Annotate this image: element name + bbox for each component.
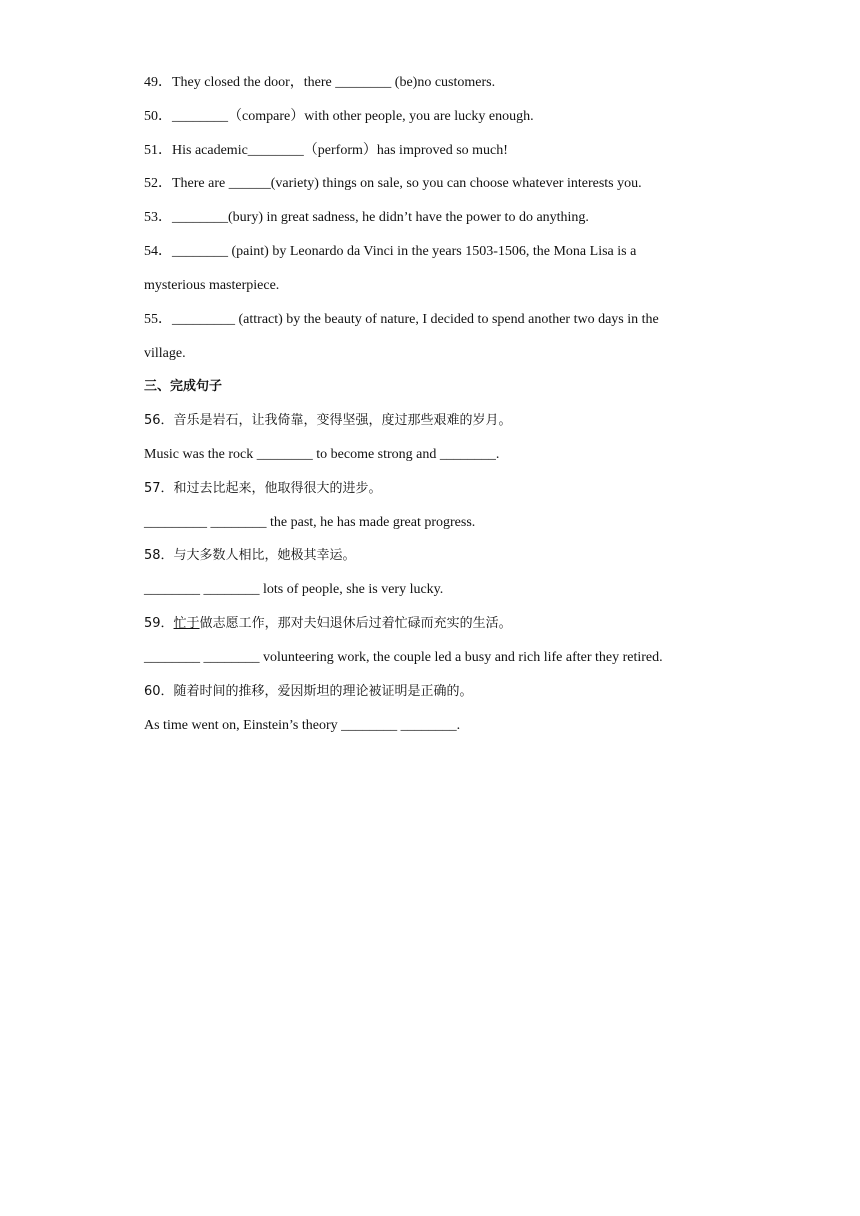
question-text: There are ______(variety) things on sale, so you can choose whatever interests you.: [172, 176, 642, 191]
question-59-english: ________ ________ volunteering work, the couple led a busy and rich life after they retired.: [144, 650, 663, 665]
question-text: ________（compare）with other people, you are lucky enough.: [172, 109, 534, 124]
question-56-english: Music was the rock ________ to become strong and ________.: [144, 447, 500, 462]
question-57-english: _________ ________ the past, he has made great progress.: [144, 515, 476, 530]
chinese-sentence: 随着时间的推移，爱因斯坦的理论被证明是正确的。: [173, 684, 473, 699]
question-text: ________ (paint) by Leonardo da Vinci in the years 1503-1506, the Mona Lisa is a: [172, 244, 637, 259]
question-number: 53．: [144, 210, 172, 225]
question-54-continuation: mysterious masterpiece.: [144, 278, 280, 293]
question-57-chinese: [144, 480, 724, 498]
question-52: [144, 175, 724, 193]
question-number: 59．: [144, 616, 174, 631]
question-51: [144, 142, 724, 160]
question-59-chinese: [144, 615, 724, 633]
question-53: [144, 209, 724, 227]
question-55-continuation: village.: [144, 346, 186, 361]
chinese-sentence: 与大多数人相比，她极其幸运。: [173, 548, 356, 563]
question-58-chinese: [144, 547, 724, 565]
question-number: 56．: [144, 413, 174, 428]
question-50: [144, 108, 724, 126]
question-number: 50．: [144, 109, 172, 124]
question-text: His academic________（perform）has improved so much!: [172, 143, 508, 158]
question-number: 58．: [144, 548, 174, 563]
question-number: 60．: [144, 684, 174, 699]
question-60-english: As time went on, Einstein’s theory ________ ________.: [144, 718, 461, 733]
question-number: 52．: [144, 176, 172, 191]
chinese-sentence: 做志愿工作，那对夫妇退休后过着忙碌而充实的生活。: [199, 616, 512, 631]
question-56-chinese: [144, 412, 724, 430]
question-58-english: ________ ________ lots of people, she is very lucky.: [144, 582, 444, 597]
question-54: [144, 243, 724, 261]
question-text: ________(bury) in great sadness, he didn’t have the power to do anything.: [172, 210, 589, 225]
question-55: [144, 311, 724, 329]
chinese-sentence: 音乐是岩石，让我倚靠，变得坚强，度过那些艰难的岁月。: [173, 413, 512, 428]
question-number: 55．: [144, 312, 172, 327]
question-text: _________ (attract) by the beauty of nature, I decided to spend another two days in the: [172, 312, 659, 327]
underlined-phrase: 忙于: [173, 616, 200, 631]
question-49: [144, 74, 724, 92]
question-number: 51．: [144, 143, 172, 158]
question-text: They closed the door，there ________ (be)no customers.: [172, 75, 496, 90]
question-number: 54．: [144, 244, 172, 259]
question-number: 57．: [144, 481, 174, 496]
question-60-chinese: [144, 683, 724, 701]
section-heading: 三、完成句子: [144, 379, 223, 394]
chinese-sentence: 和过去比起来，他取得很大的进步。: [173, 481, 382, 496]
question-number: 49．: [144, 75, 172, 90]
